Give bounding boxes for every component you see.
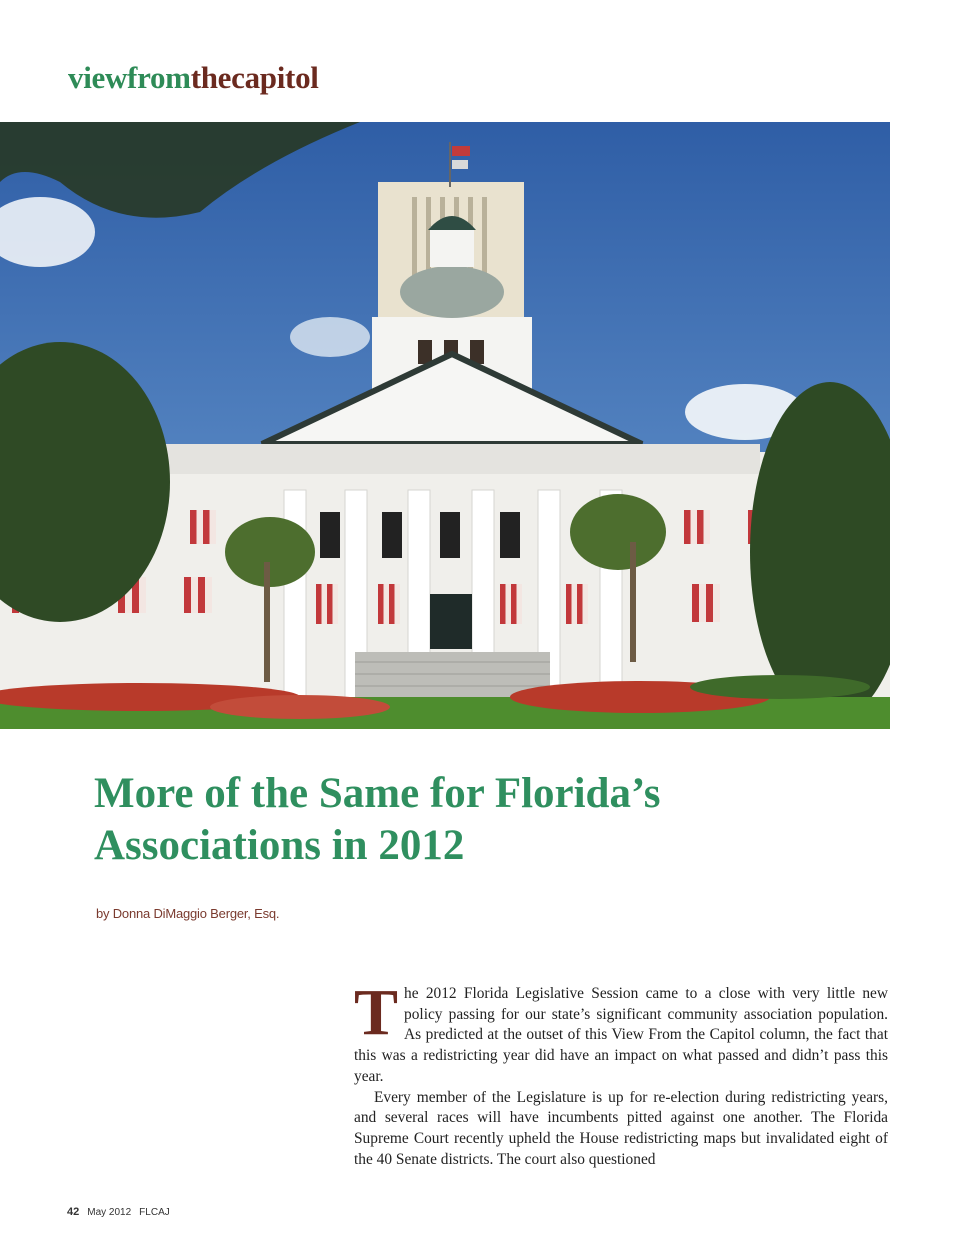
article-body xyxy=(354,976,888,1170)
capitol-photo xyxy=(0,122,890,729)
section-title-green: viewfrom xyxy=(68,60,191,95)
publication-name: FLCAJ xyxy=(139,1207,170,1218)
page-number: 42 xyxy=(67,1206,80,1218)
section-title xyxy=(68,60,319,96)
paragraph-1-text: he 2012 Florida Legislative Session came to a close with very little new policy passing for our state’s significant community association population. As predicted at the outset of this View From the Capitol column, the fact that this was a redistricting year did have an impact on what passed and didn’t pass this year. xyxy=(354,985,888,1085)
article-paragraph-1 xyxy=(354,976,888,1088)
article-paragraph-2: Every member of the Legislature is up for re-election during redistricting years, and several races will have incumbents pitted against one another. The Florida Supreme Court recently upheld the House redistricting maps but invalidated eight of the 40 Senate districts. The court also questioned xyxy=(354,1088,888,1168)
drop-cap: T xyxy=(354,976,399,1049)
page-footer xyxy=(67,1206,170,1218)
section-title-brown: thecapitol xyxy=(190,60,319,95)
headline-line-1: More of the Same for Florida’s xyxy=(94,770,661,817)
article-byline: by Donna DiMaggio Berger, Esq. xyxy=(96,906,280,921)
headline-line-2: Associations in 2012 xyxy=(94,822,465,869)
article-headline xyxy=(94,768,894,872)
issue-date: May 2012 xyxy=(87,1207,132,1218)
